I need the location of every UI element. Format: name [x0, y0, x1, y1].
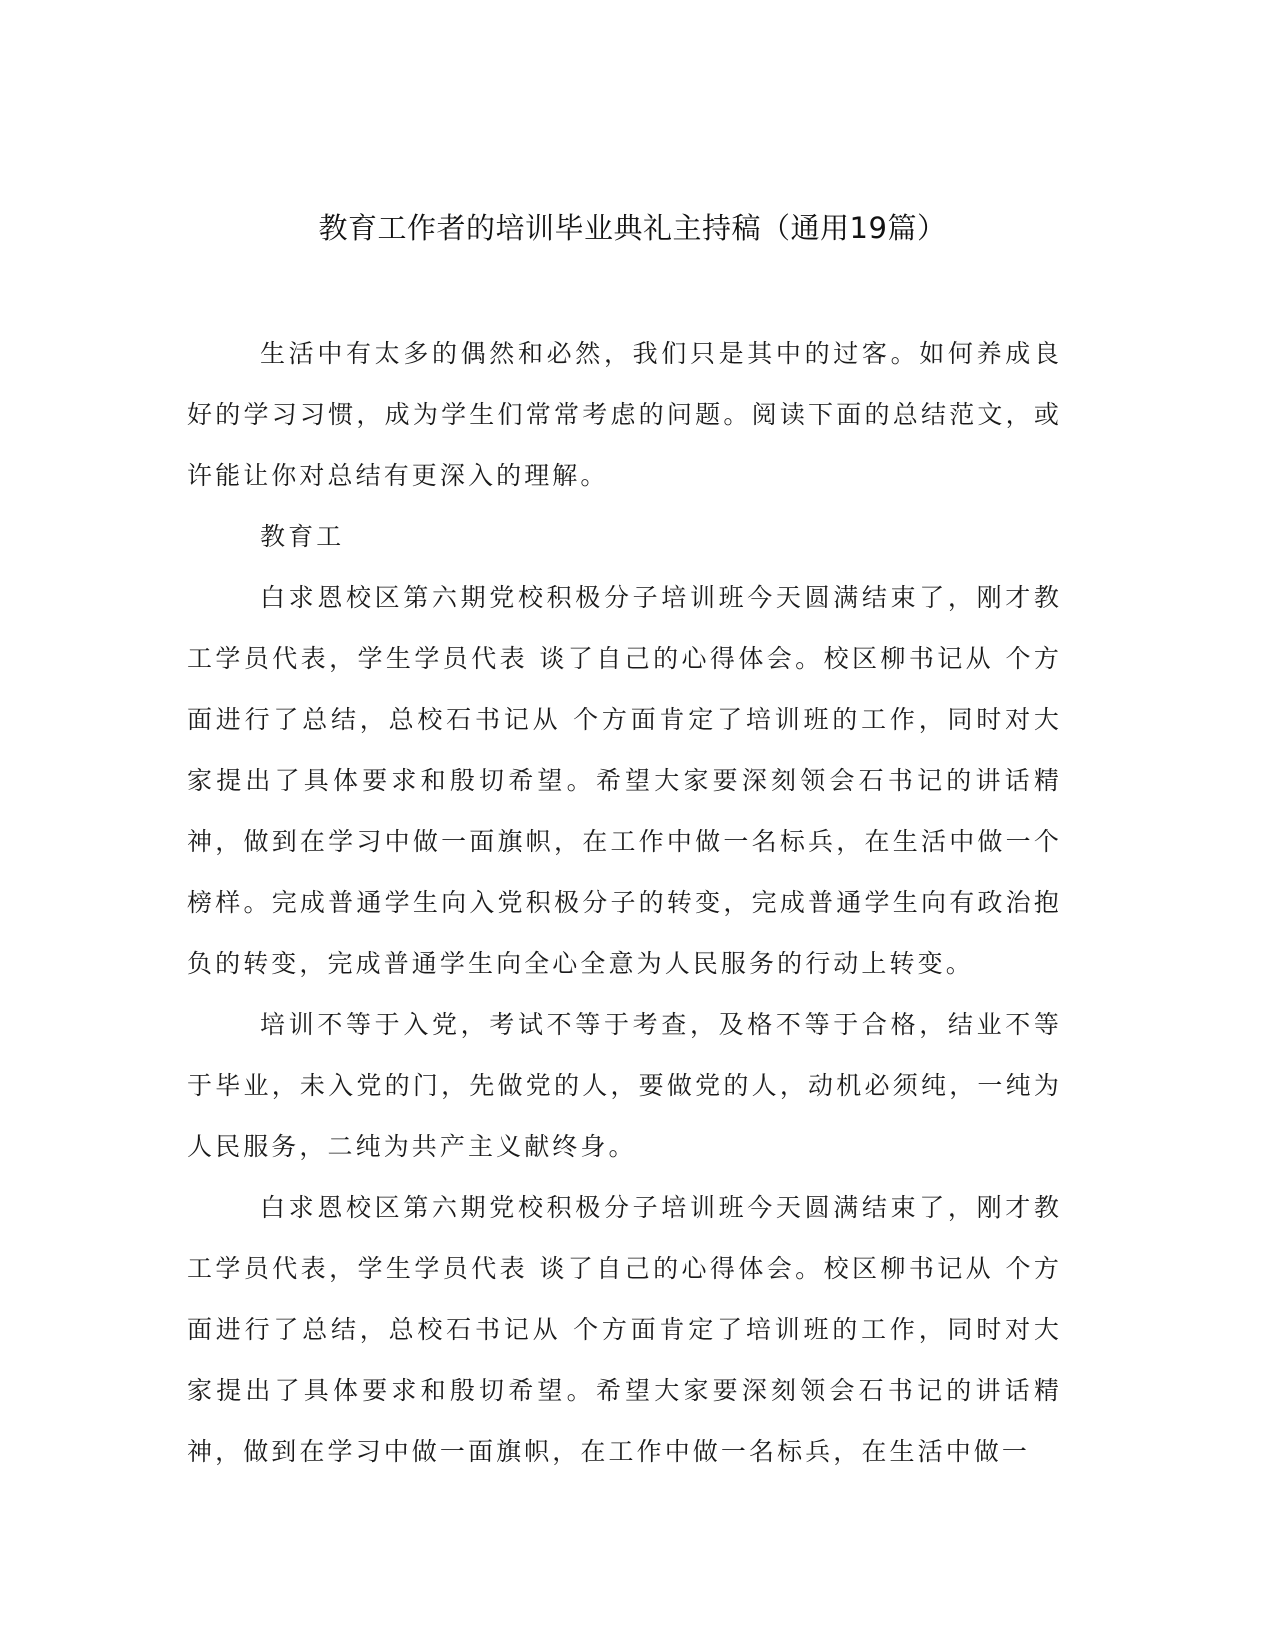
document-title: 教育工作者的培训毕业典礼主持稿（通用19篇） [318, 211, 947, 245]
body-paragraph-2: 培训不等于入党，考试不等于考查，及格不等于合格，结业不等于毕业，未入党的门，先做党的人，要做党的人，动机必须纯，一纯为人民服务，二纯为共产主义献终身。 [187, 1010, 1062, 1161]
section-heading-paragraph: 教育工 [260, 522, 345, 551]
document-body [187, 323, 1062, 1482]
intro-paragraph: 生活中有太多的偶然和必然，我们只是其中的过客。如何养成良好的学习习惯，成为学生们常常考虑的问题。阅读下面的总结范文，或许能让你对总结有更深入的理解。 [187, 339, 1062, 490]
body-paragraph-3: 白求恩校区第六期党校积极分子培训班今天圆满结束了，刚才教工学员代表，学生学员代表 谈了自己的心得体会。校区柳书记从 个方面进行了总结，总校石书记从 个方面肯定了培训班的工作，同时对大家提出了具体要求和殷切希望。希望大家要深刻领会石书记的讲话精神，做到在学习中做一面旗帜，在工作中做一名标兵，在生活中做一 [187, 1193, 1062, 1466]
body-paragraph-1: 白求恩校区第六期党校积极分子培训班今天圆满结束了，刚才教工学员代表，学生学员代表 谈了自己的心得体会。校区柳书记从 个方面进行了总结，总校石书记从 个方面肯定了培训班的工作，同时对大家提出了具体要求和殷切希望。希望大家要深刻领会石书记的讲话精神，做到在学习中做一面旗帜，在工作中做一名标兵，在生活中做一个榜样。完成普通学生向入党积极分子的转变，完成普通学生向有政治抱负的转变，完成普通学生向全心全意为人民服务的行动上转变。 [187, 583, 1062, 978]
